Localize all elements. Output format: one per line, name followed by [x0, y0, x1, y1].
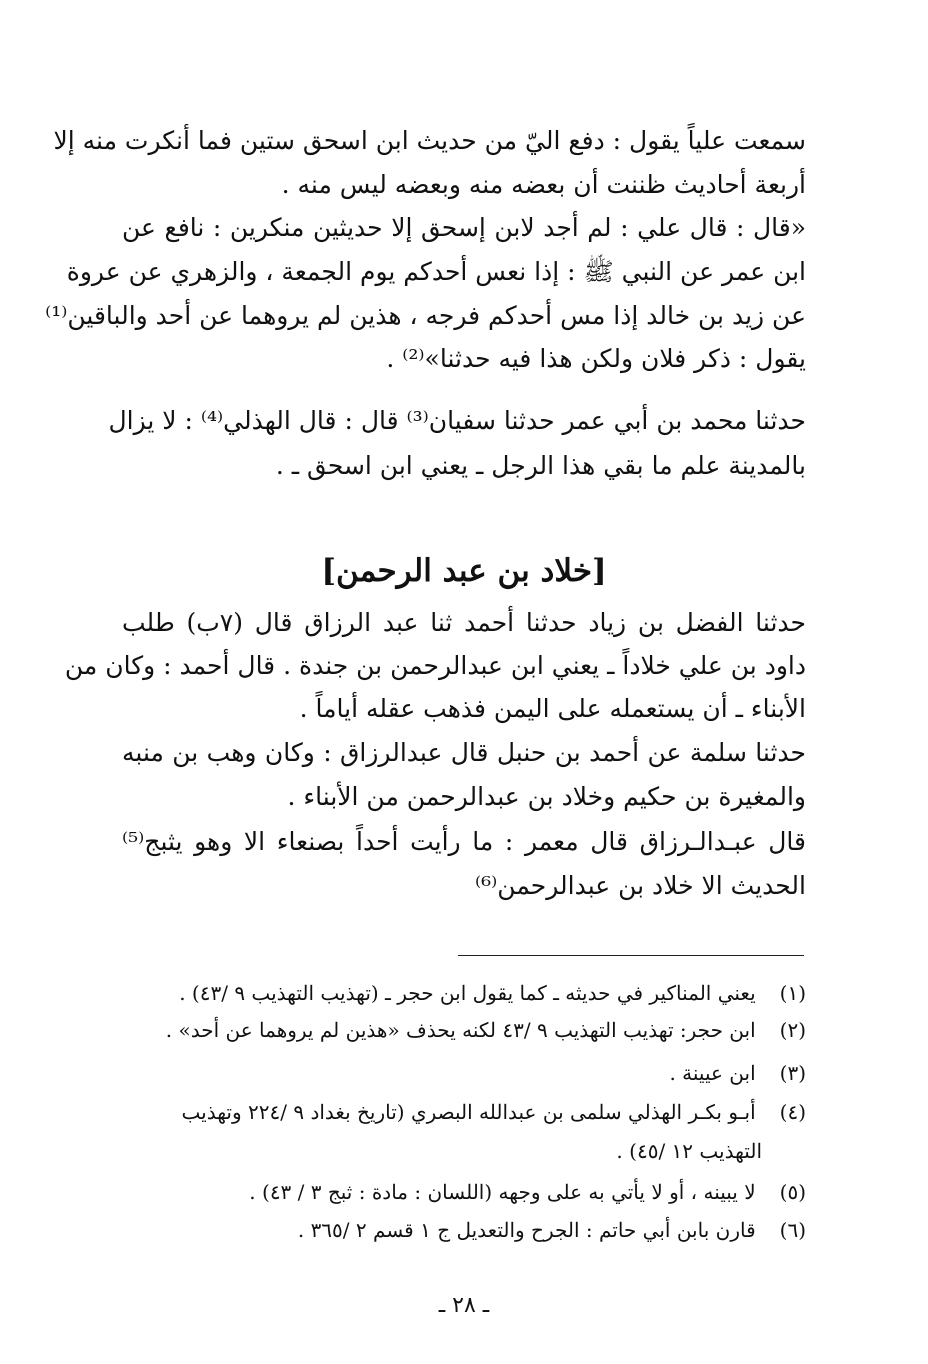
footnote-text: يعني المناكير في حديثه ـ كما يقول ابن حجر ـ (تهذيب التهذيب ٩ /٤٣) .: [179, 981, 756, 1005]
footnote-separator: [458, 955, 804, 956]
text-line: «قال : قال علي : لم أجد لابن إسحق إلا حديثين منكرين : نافع عن: [122, 213, 806, 242]
footnote: [106, 1177, 806, 1207]
text-line: أربعة أحاديث ظننت أن بعضه منه وبعضه ليس منه .: [281, 170, 806, 199]
footnote: [106, 1015, 806, 1045]
footnote-text: لا يبينه ، أو لا يأتي به على وجهه (اللسان : مادة : ثبج ٣ / ٤٣) .: [249, 1180, 756, 1204]
text-line: الحديث الا خلاد بن عبدالرحمن⁽⁶⁾: [474, 871, 806, 900]
footnote: [106, 978, 806, 1008]
text-line: داود بن علي خلاداً ـ يعني ابن عبدالرحمن بن جندة . قال أحمد : وكان من: [64, 651, 806, 680]
footnote: [106, 1058, 806, 1088]
footnote-number: (٤): [779, 1100, 806, 1124]
text-line: حدثنا سلمة عن أحمد بن حنبل قال عبدالرزاق : وكان وهب بن منبه: [122, 738, 806, 767]
footnote-text: قارن بابن أبي حاتم : الجرح والتعديل ج ١ قسم ٢ /٣٦٥ .: [297, 1218, 756, 1242]
footnote-number: (٢): [779, 1018, 806, 1042]
footnote-continuation: [106, 1136, 806, 1166]
text-line: حدثنا محمد بن أبي عمر حدثنا سفيان⁽³⁾ قال : قال الهذلي⁽⁴⁾ : لا يزال: [108, 406, 806, 435]
footnote: [106, 1215, 806, 1245]
footnote-text: أبـو بكـر الهذلي سلمى بن عبدالله البصري (تاريخ بغداد ٩ /٢٢٤ وتهذيب: [181, 1100, 756, 1124]
text-line: عن زيد بن خالد إذا مس أحدكم فرجه ، هذين لم يروهما عن أحد والباقين⁽¹⁾: [45, 301, 806, 330]
text-line: سمعت علياً يقول : دفع اليّ من حديث ابن اسحق ستين فما أنكرت منه إلا: [53, 126, 806, 155]
footnote: [106, 1097, 806, 1127]
footnote-text: ابن عيينة .: [669, 1061, 756, 1085]
text-line: الأبناء ـ أن يستعمله على اليمن فذهب عقله أياماً .: [299, 694, 806, 723]
footnote-number: (٣): [779, 1061, 806, 1085]
text-line: ابن عمر عن النبي ﷺ : إذا نعس أحدكم يوم الجمعة ، والزهري عن عروة: [66, 257, 806, 286]
text-line: قال عبـدالـرزاق قال معمر : ما رأيت أحداً بصنعاء الا وهو يثبج⁽⁵⁾: [122, 827, 806, 856]
footnote-number: (٥): [779, 1180, 806, 1204]
text-line: والمغيرة بن حكيم وخلاد بن عبدالرحمن من الأبناء .: [287, 782, 806, 811]
page-number: ـ ٢٨ ـ: [438, 1293, 490, 1318]
text-line: يقول : ذكر فلان ولكن هذا فيه حدثنا»⁽²⁾ .: [386, 344, 806, 373]
footnote-text: ابن حجر: تهذيب التهذيب ٩ /٤٣ لكنه يحذف «هذين لم يروهما عن أحد» .: [165, 1018, 756, 1042]
text-line: حدثنا الفضل بن زياد حدثنا أحمد ثنا عبد الرزاق قال (٧ب) طلب: [122, 608, 806, 637]
footnote-number: (٦): [779, 1218, 806, 1242]
section-heading: [خلاد بن عبد الرحمن]: [321, 553, 607, 589]
text-line: بالمدينة علم ما بقي هذا الرجل ـ يعني ابن اسحق ـ .: [275, 451, 806, 480]
footnote-text: التهذيب ١٢ /٤٥) .: [616, 1139, 762, 1163]
footnote-number: (١): [779, 981, 806, 1005]
